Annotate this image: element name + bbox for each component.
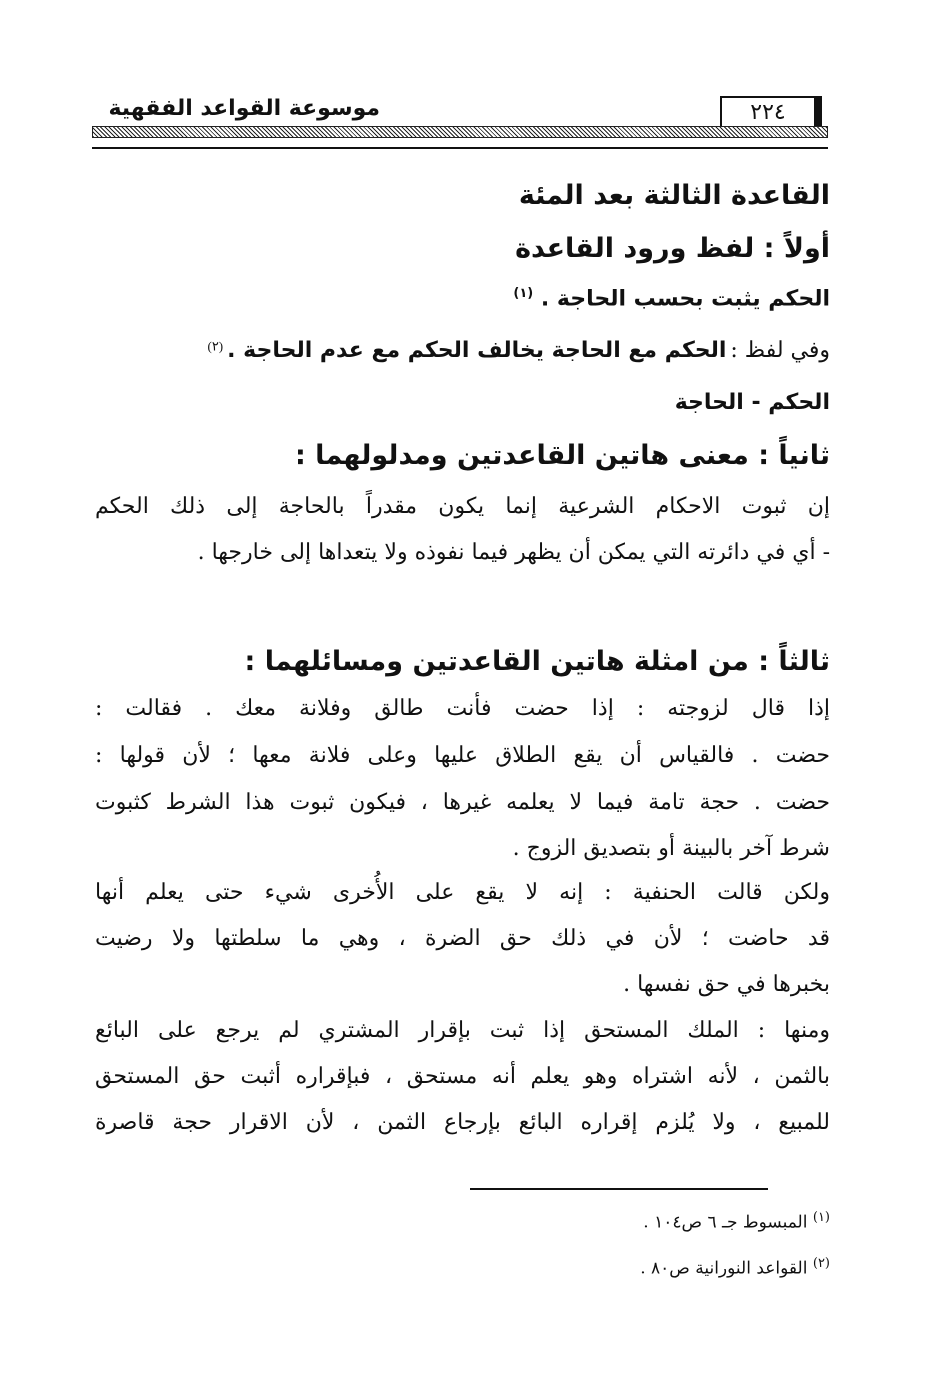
running-header-title: موسوعة القواعد الفقهية xyxy=(108,96,380,121)
paragraph-line: قد حاضت ؛ لأن في ذلك حق الضرة ، وهي ما سلطتها ولا رضيت xyxy=(95,926,830,951)
footnote xyxy=(643,1210,830,1233)
paragraph-line: للمبيع ، ولا يُلزم إقراره البائع بإرجاع الثمن ، لأن الاقرار حجة قاصرة xyxy=(95,1110,830,1135)
footnote-marker: (١) xyxy=(812,1210,830,1225)
variant-text: الحكم مع الحاجة يخالف الحكم مع عدم الحاجة . xyxy=(227,338,727,363)
footnote-text: القواعد النورانية ص٨٠ . xyxy=(640,1258,808,1279)
paragraph-line: إن ثبوت الاحكام الشرعية إنما يكون مقدراً بالحاجة إلى ذلك الحكم xyxy=(95,494,830,519)
paragraph-line: شرط آخر بالبينة أو بتصديق الزوج . xyxy=(512,836,830,861)
keywords: الحكم - الحاجة xyxy=(674,390,830,415)
paragraph-line: ولكن قالت الحنفية : إنه لا يقع على الأُخرى شيء حتى يعلم أنها xyxy=(95,880,830,905)
paragraph-line: ومنها : الملك المستحق إذا ثبت بإقرار المشتري لم يرجع على البائع xyxy=(95,1018,830,1043)
section2-heading: ثانياً : معنى هاتين القاعدتين ومدلولهما : xyxy=(294,440,830,471)
footnote-text: المبسوط جـ ٦ ص١٠٤ . xyxy=(643,1212,808,1233)
variant-prefix: وفي لفظ : xyxy=(730,338,830,363)
footnote-ref-1: (١) xyxy=(513,286,534,301)
rule-text: الحكم يثبت بحسب الحاجة . xyxy=(540,286,830,312)
paragraph-line: بخبرها في حق نفسها . xyxy=(623,972,830,997)
section1-heading: أولاً : لفظ ورود القاعدة xyxy=(515,233,830,264)
footnote-separator xyxy=(470,1188,768,1190)
page-number: ٢٢٤ xyxy=(720,96,822,132)
section3-heading: ثالثاً : من امثلة هاتين القاعدتين ومسائلهما : xyxy=(244,646,830,677)
paragraph-line: بالثمن ، لأنه اشتراه وهو يعلم أنه مستحق ، فبإقراره أثبت حق المستحق xyxy=(95,1064,830,1089)
footnote-ref-2: (٢) xyxy=(207,338,224,354)
paragraph-line: - أي في دائرته التي يمكن أن يظهر فيما نفوذه ولا يتعداها إلى خارجها . xyxy=(197,540,830,565)
footnote xyxy=(640,1256,830,1279)
rule-variant xyxy=(207,338,830,363)
footnote-marker: (٢) xyxy=(812,1256,830,1271)
paragraph-line: إذا قال لزوجته : إذا حضت فأنت طالق وفلانة معك . فقالت : xyxy=(95,696,830,721)
header-decorative-band xyxy=(92,126,828,138)
paragraph-line: حضت . حجة تامة فيما لا يعلمه غيرها ، فيكون ثبوت هذا الشرط كثبوت xyxy=(95,790,830,815)
rule-title: القاعدة الثالثة بعد المئة xyxy=(518,180,830,211)
paragraph-line: حضت . فالقياس أن يقع الطلاق عليها وعلى فلانة معها ؛ لأن قولها : xyxy=(95,743,830,768)
header-rule xyxy=(92,147,828,149)
rule-statement xyxy=(513,286,830,311)
